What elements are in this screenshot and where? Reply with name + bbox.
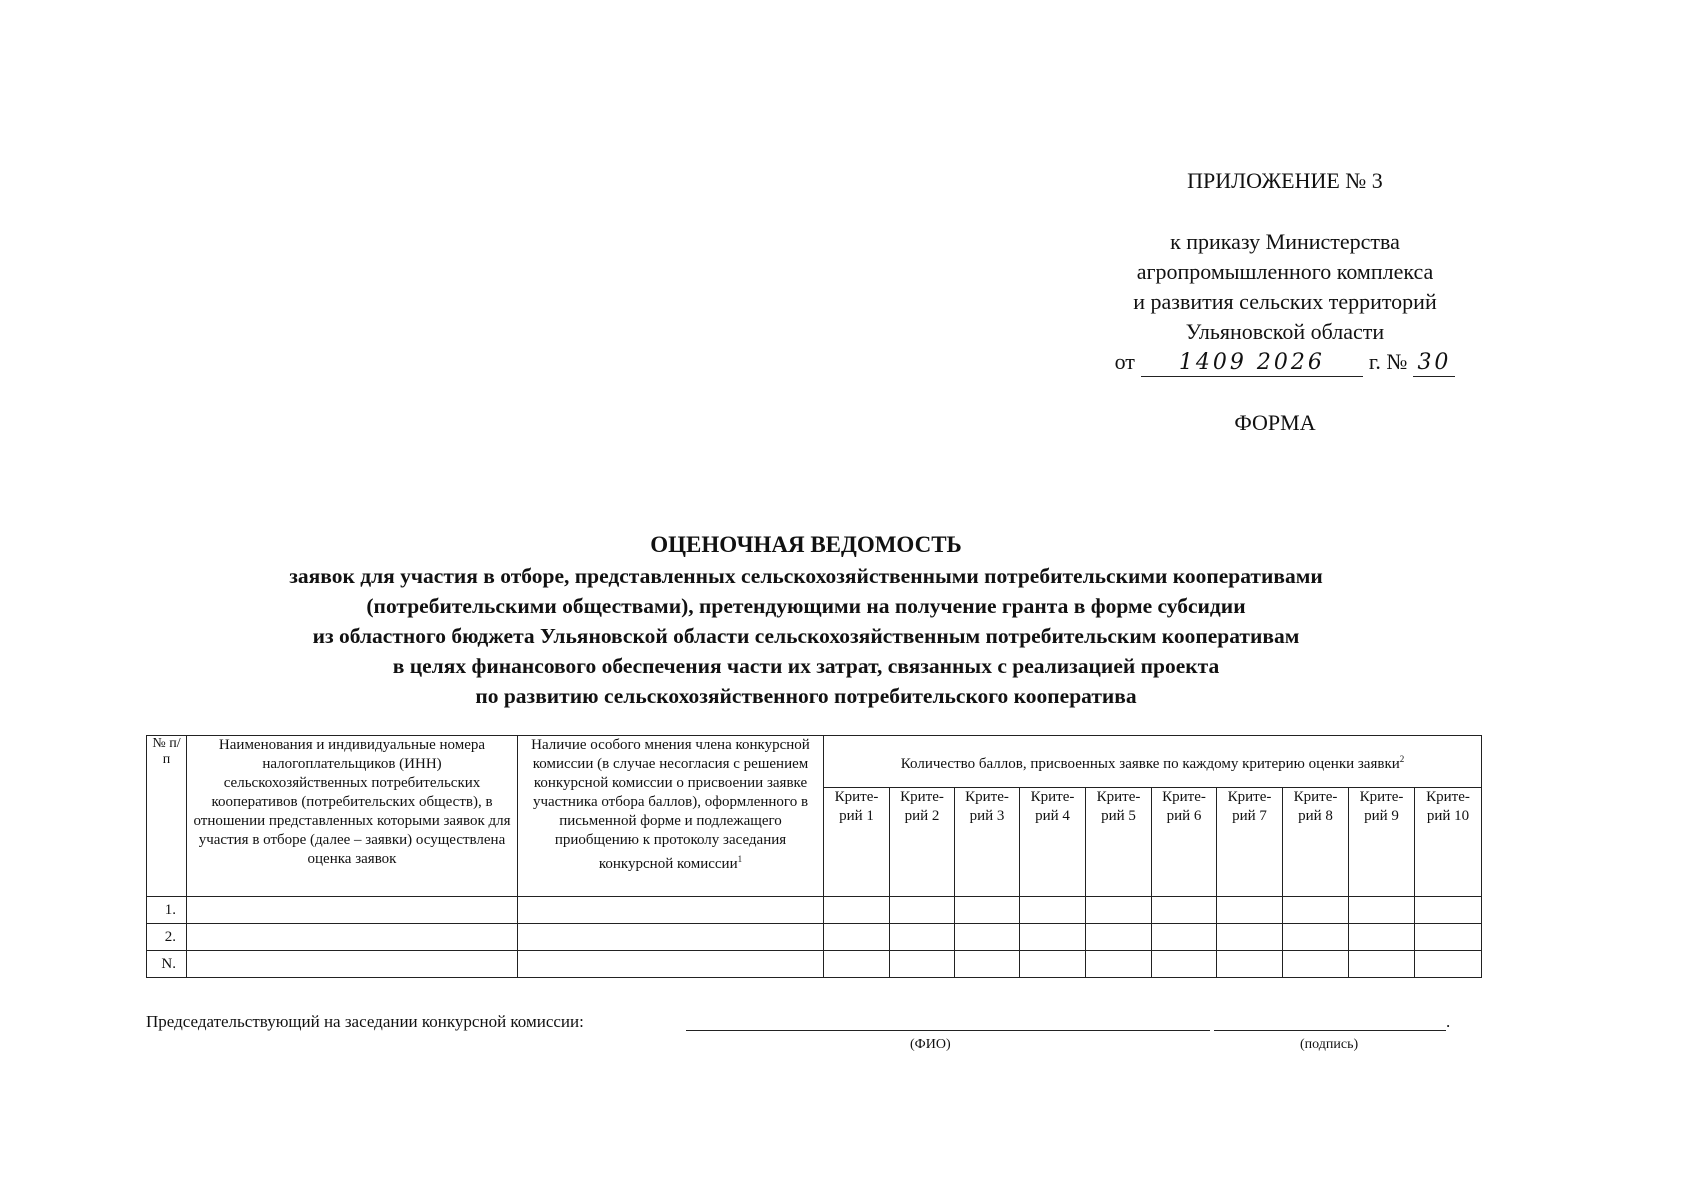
form-label: ФОРМА	[1234, 410, 1316, 435]
cell-score[interactable]	[890, 897, 955, 924]
chairperson-label: Председательствующий на заседании конкурсной комиссии:	[146, 1012, 584, 1031]
cell-score[interactable]	[1086, 924, 1152, 951]
order-line: Ульяновской области	[1185, 319, 1385, 344]
header-applicant-name: Наименования и индивидуальные номера налогоплательщиков (ИНН) сельскохозяйственных потребительских кооперативов (потребительских обществ), в отношении представленных которыми заявок для участия в отборе (далее – заявки) осуществлена оценка заявок	[187, 736, 518, 897]
cell-applicant[interactable]	[187, 897, 518, 924]
cell-opinion[interactable]	[518, 951, 824, 978]
cell-score[interactable]	[1217, 951, 1283, 978]
header-dissenting-opinion: Наличие особого мнения члена конкурсной комиссии (в случае несогласия с решением конкурсной комиссии о присвоении заявке участника отбора баллов), оформленного в письменной форме и подлежащего приобщению к протоколу заседания конкурсной комиссии$^1$	[518, 736, 824, 897]
header-criterion: Крите-рий 2	[890, 788, 955, 897]
fio-caption: (ФИО)	[910, 1037, 951, 1052]
cell-score[interactable]	[1020, 924, 1086, 951]
header-criterion: Крите-рий 9	[1349, 788, 1415, 897]
header-criterion: Крите-рий 7	[1217, 788, 1283, 897]
order-reference	[1080, 227, 1490, 377]
signature-line[interactable]	[1214, 1030, 1446, 1031]
cell-score[interactable]	[824, 897, 890, 924]
cell-score[interactable]	[1152, 951, 1217, 978]
cell-applicant[interactable]	[187, 951, 518, 978]
footnote-2-marker: 2	[1399, 753, 1405, 764]
cell-score[interactable]	[1283, 897, 1349, 924]
cell-score[interactable]	[1217, 897, 1283, 924]
row-number: N.	[147, 951, 187, 978]
cell-score[interactable]	[824, 951, 890, 978]
document-subtitle	[100, 561, 1512, 711]
subtitle-line: в целях финансового обеспечения части их затрат, связанных с реализацией проекта	[392, 654, 1220, 678]
evaluation-table	[146, 735, 1482, 978]
subtitle-line: по развитию сельскохозяйственного потребительского кооператива	[475, 684, 1137, 708]
cell-opinion[interactable]	[518, 924, 824, 951]
cell-score[interactable]	[890, 951, 955, 978]
header-criterion: Крите-рий 6	[1152, 788, 1217, 897]
cell-score[interactable]	[1349, 951, 1415, 978]
order-date-line	[1080, 347, 1490, 377]
footnote-1-marker: 1	[737, 854, 743, 864]
row-number: 2.	[147, 924, 187, 951]
cell-score[interactable]	[1349, 897, 1415, 924]
cell-score[interactable]	[1283, 924, 1349, 951]
cell-score[interactable]	[1415, 897, 1482, 924]
cell-score[interactable]	[955, 924, 1020, 951]
cell-score[interactable]	[890, 924, 955, 951]
table-row	[147, 924, 1482, 951]
number-label: г. №	[1368, 349, 1408, 374]
cell-score[interactable]	[955, 897, 1020, 924]
cell-score[interactable]	[824, 924, 890, 951]
cell-score[interactable]	[1086, 951, 1152, 978]
cell-score[interactable]	[1020, 897, 1086, 924]
header-criterion: Крите-рий 1	[824, 788, 890, 897]
cell-score[interactable]	[1086, 897, 1152, 924]
cell-score[interactable]	[1415, 924, 1482, 951]
appendix-title: ПРИЛОЖЕНИЕ № 3	[1187, 168, 1383, 193]
subtitle-line: заявок для участия в отборе, представленных сельскохозяйственными потребительскими кооперативами	[289, 564, 1323, 588]
fio-signature-line[interactable]	[686, 1030, 1210, 1031]
header-criterion: Крите-рий 10	[1415, 788, 1482, 897]
order-line: и развития сельских территорий	[1133, 289, 1437, 314]
order-line: агропромышленного комплекса	[1136, 259, 1434, 284]
header-criterion: Крите-рий 5	[1086, 788, 1152, 897]
cell-score[interactable]	[1415, 951, 1482, 978]
header-criterion: Крите-рий 4	[1020, 788, 1086, 897]
cell-score[interactable]	[1217, 924, 1283, 951]
cell-score[interactable]	[1152, 897, 1217, 924]
cell-score[interactable]	[1152, 924, 1217, 951]
cell-score[interactable]	[1283, 951, 1349, 978]
document-title: ОЦЕНОЧНАЯ ВЕДОМОСТЬ	[650, 532, 962, 557]
subtitle-line: из областного бюджета Ульяновской области сельскохозяйственным потребительским кооперативам	[312, 624, 1300, 648]
cell-applicant[interactable]	[187, 924, 518, 951]
table-row	[147, 897, 1482, 924]
table-row	[147, 951, 1482, 978]
from-label: от	[1114, 349, 1135, 374]
cell-opinion[interactable]	[518, 897, 824, 924]
header-criteria-group: Количество баллов, присвоенных заявке по каждому критерию оценки заявки$^2$	[824, 736, 1482, 788]
order-date-handwritten: 1409 2026	[1141, 350, 1363, 377]
header-criterion: Крите-рий 3	[955, 788, 1020, 897]
row-number: 1.	[147, 897, 187, 924]
header-criterion: Крите-рий 8	[1283, 788, 1349, 897]
table-header-row	[147, 736, 1482, 788]
order-line: к приказу Министерства	[1170, 229, 1400, 254]
cell-score[interactable]	[1349, 924, 1415, 951]
header-row-number: № п/п	[147, 736, 187, 897]
order-number-handwritten: 30	[1413, 350, 1455, 377]
subtitle-line: (потребительскими обществами), претендующими на получение гранта в форме субсидии	[366, 594, 1246, 618]
signature-caption: (подпись)	[1300, 1037, 1359, 1052]
end-period: .	[1446, 1012, 1451, 1031]
cell-score[interactable]	[1020, 951, 1086, 978]
cell-score[interactable]	[955, 951, 1020, 978]
